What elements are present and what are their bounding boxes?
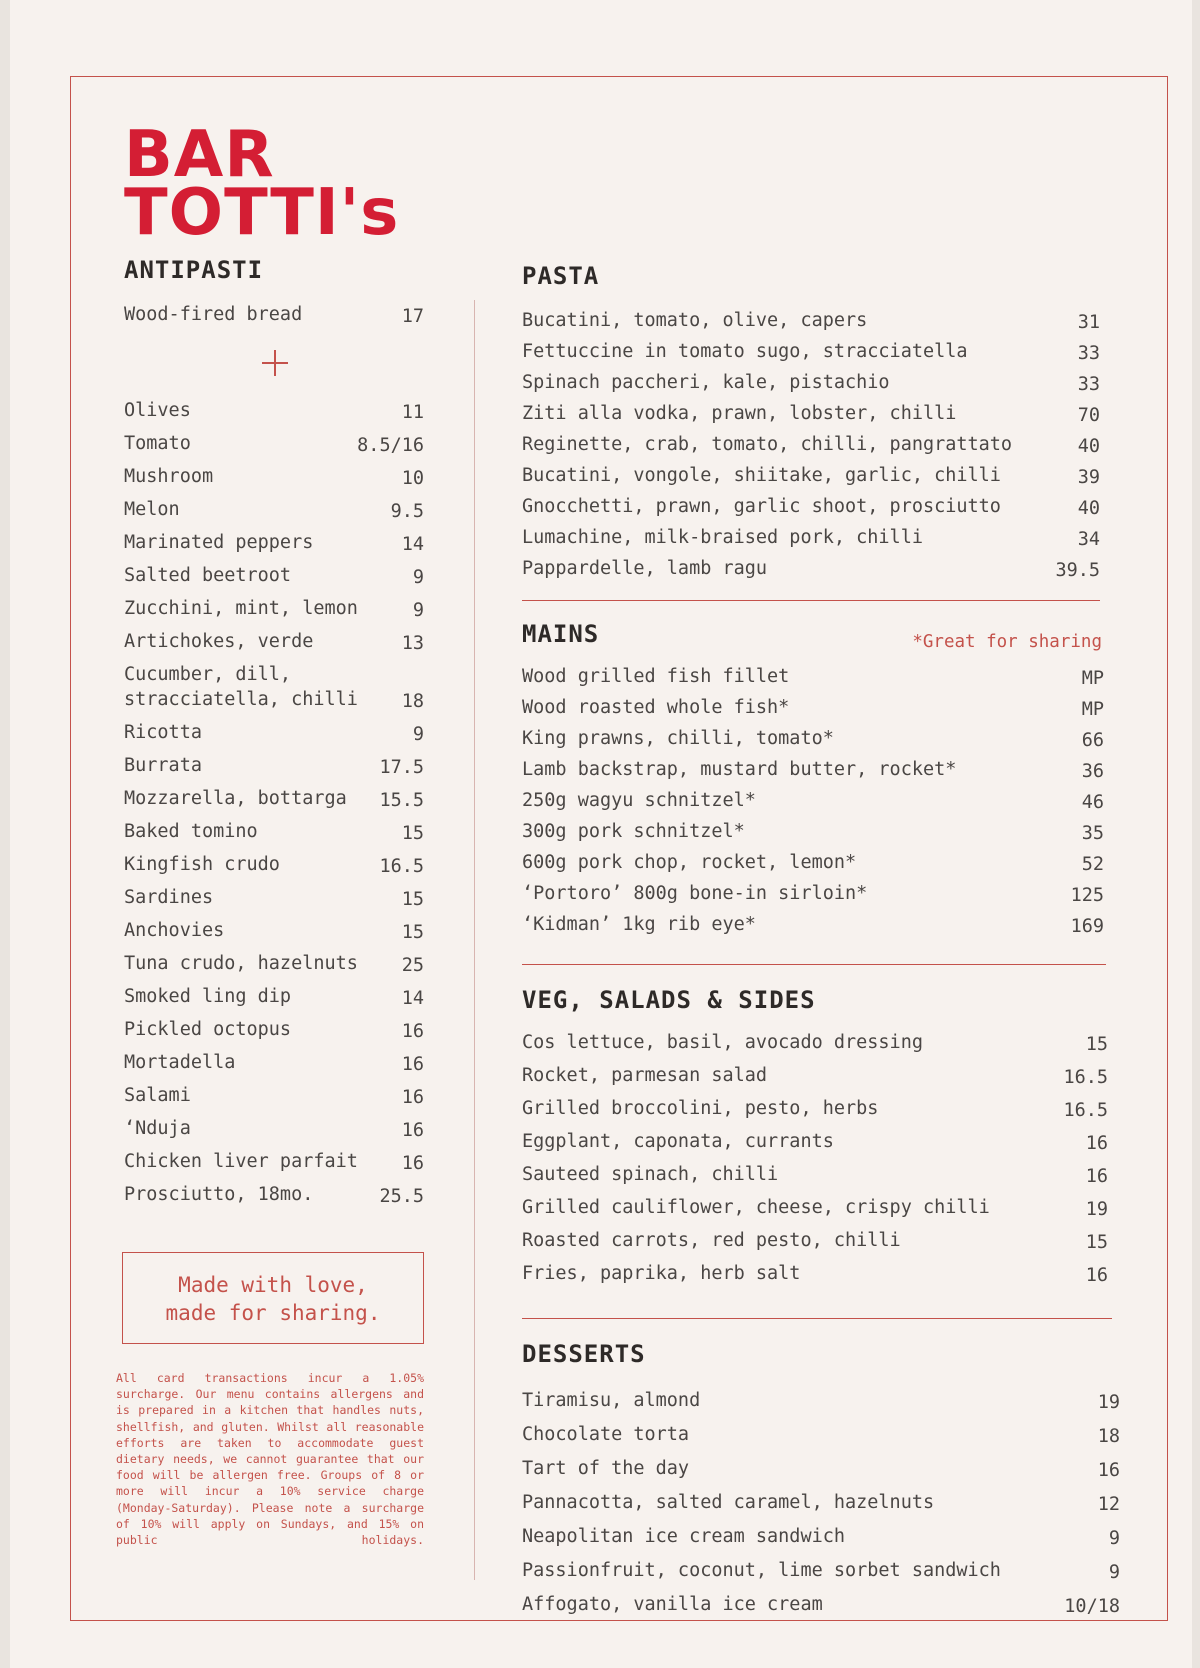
- menu-item-name: Ricotta: [124, 722, 202, 743]
- menu-item-price: 31: [1077, 312, 1100, 333]
- menu-item-price: 14: [401, 988, 424, 1009]
- menu-item-price: 16: [401, 1087, 424, 1108]
- menu-item-price: 16: [401, 1120, 424, 1141]
- menu-item-name: Salami: [124, 1085, 191, 1106]
- veg-title: VEG, SALADS & SIDES: [522, 986, 816, 1014]
- menu-item-name: Grilled broccolini, pesto, herbs: [522, 1098, 879, 1119]
- menu-item-price: MP: [1081, 699, 1104, 720]
- menu-item-name: 250g wagyu schnitzel*: [522, 790, 756, 811]
- menu-item-name: Burrata: [124, 755, 202, 776]
- sharing-note: *Great for sharing: [912, 632, 1102, 652]
- menu-item-price: 40: [1077, 436, 1100, 457]
- menu-item-price: 9: [412, 567, 424, 588]
- menu-item-name: Cucumber, dill,: [124, 664, 292, 685]
- menu-item-name: ‘Portoro’ 800g bone-in sirloin*: [522, 883, 868, 904]
- menu-item-name: Artichokes, verde: [124, 631, 314, 652]
- menu-item-price: 9: [412, 724, 424, 745]
- menu-item-name: Sardines: [124, 887, 214, 908]
- menu-item-name: Grilled cauliflower, cheese, crispy chilli: [522, 1197, 990, 1218]
- menu-item-name: Tart of the day: [522, 1458, 690, 1479]
- menu-item-price: 36: [1081, 761, 1104, 782]
- menu-item-name: Pannacotta, salted caramel, hazelnuts: [522, 1492, 935, 1513]
- menu-item-name: Wood roasted whole fish*: [522, 697, 790, 718]
- menu-item-price: 15: [401, 889, 424, 910]
- menu-item-name: Fettuccine in tomato sugo, stracciatella: [522, 341, 968, 362]
- menu-item-price: 17: [401, 306, 424, 327]
- menu-item-price: 16: [1085, 1265, 1108, 1286]
- section-rule: [522, 600, 1100, 601]
- menu-item-name: Wood grilled fish fillet: [522, 666, 790, 687]
- menu-item-name: Neapolitan ice cream sandwich: [522, 1526, 846, 1547]
- menu-item-name: Bucatini, tomato, olive, capers: [522, 310, 868, 331]
- section-rule: [522, 1318, 1112, 1319]
- menu-item-name: Wood-fired bread: [124, 304, 303, 325]
- menu-item-price: 15.5: [379, 790, 424, 811]
- menu-item-name: Zucchini, mint, lemon: [124, 598, 358, 619]
- menu-item-name: Passionfruit, coconut, lime sorbet sandwich: [522, 1560, 1001, 1581]
- mains-title: MAINS: [522, 620, 600, 648]
- menu-item-price: 19: [1097, 1392, 1120, 1413]
- desserts-title: DESSERTS: [522, 1340, 646, 1368]
- menu-item-price: 11: [401, 402, 424, 423]
- menu-item-price: MP: [1081, 668, 1104, 689]
- menu-item-price: 16: [401, 1021, 424, 1042]
- menu-item-name: Pappardelle, lamb ragu: [522, 558, 768, 579]
- menu-item-price: 25: [401, 955, 424, 976]
- menu-item-name: Chicken liver parfait: [124, 1151, 358, 1172]
- menu-item-name: Cos lettuce, basil, avocado dressing: [522, 1032, 923, 1053]
- plus-icon: [262, 350, 288, 376]
- menu-item-name: Ziti alla vodka, prawn, lobster, chilli: [522, 403, 957, 424]
- menu-item-price: 9: [412, 600, 424, 621]
- menu-item-name: Baked tomino: [124, 821, 258, 842]
- tagline-line-2: made for sharing.: [165, 1301, 381, 1325]
- menu-item-price: 125: [1070, 885, 1104, 906]
- menu-item-price: 66: [1081, 730, 1104, 751]
- menu-item-name: Fries, paprika, herb salt: [522, 1263, 801, 1284]
- menu-item-name: Marinated peppers: [124, 532, 314, 553]
- section-rule: [522, 964, 1106, 965]
- menu-item-name: Spinach paccheri, kale, pistachio: [522, 372, 890, 393]
- menu-item-name: Pickled octopus: [124, 1019, 292, 1040]
- menu-item-price: 35: [1081, 823, 1104, 844]
- menu-item-name: Lamb backstrap, mustard butter, rocket*: [522, 759, 957, 780]
- menu-item-price: 10: [401, 468, 424, 489]
- bar-tottis-logo: [124, 118, 400, 250]
- menu-item-name: Chocolate torta: [522, 1424, 690, 1445]
- menu-item-name: Sauteed spinach, chilli: [522, 1164, 779, 1185]
- menu-item-price: 9: [1108, 1562, 1120, 1583]
- menu-item-name: King prawns, chilli, tomato*: [522, 728, 834, 749]
- menu-item-price: 9: [1108, 1528, 1120, 1549]
- menu-item-price: 13: [401, 633, 424, 654]
- menu-item-name: Affogato, vanilla ice cream: [522, 1594, 823, 1615]
- menu-item-price: 15: [401, 823, 424, 844]
- menu-item-name: 600g pork chop, rocket, lemon*: [522, 852, 857, 873]
- logo-line-2: TOTTI's: [124, 176, 400, 250]
- menu-item-price: 16: [401, 1054, 424, 1075]
- menu-item-name: Tuna crudo, hazelnuts: [124, 953, 358, 974]
- menu-item-price: 33: [1077, 343, 1100, 364]
- menu-item-price: 17.5: [379, 757, 424, 778]
- antipasti-title: ANTIPASTI: [124, 256, 264, 284]
- menu-item-name: Olives: [124, 400, 191, 421]
- menu-item-price: 33: [1077, 374, 1100, 395]
- menu-item-name: Rocket, parmesan salad: [522, 1065, 768, 1086]
- fine-print: All card transactions incur a 1.05% surcharge. Our menu contains allergens and is prepared in a kitchen that handles nuts, shellfish, and gluten. Whilst all reasonable efforts are taken to accommodate guest dietary needs, we cannot guarantee that our food will be allergen free. Groups of 8 or more will incur a 10% service charge (Monday-Saturday). Please note a surcharge of 10% will apply on Sundays, and 15% on public holidays.: [116, 1371, 424, 1548]
- menu-item-name: Tiramisu, almond: [522, 1390, 701, 1411]
- menu-item-name: Tomato: [124, 433, 191, 454]
- menu-item-name: Mushroom: [124, 466, 214, 487]
- logo-line-1: BAR: [124, 118, 275, 192]
- menu-item-name: Kingfish crudo: [124, 854, 280, 875]
- menu-item-name: Prosciutto, 18mo.: [124, 1184, 314, 1205]
- menu-item-price: 52: [1081, 854, 1104, 875]
- column-divider: [474, 300, 475, 1580]
- menu-item-name: Anchovies: [124, 920, 225, 941]
- menu-item-name: Reginette, crab, tomato, chilli, pangrattato: [522, 434, 1013, 455]
- menu-item-price: 39.5: [1055, 560, 1100, 581]
- menu-item-price: 18: [401, 691, 424, 712]
- menu-item-price: 12: [1097, 1494, 1120, 1515]
- menu-item-price: 18: [1097, 1426, 1120, 1447]
- menu-item-price: 34: [1077, 529, 1100, 550]
- menu-item-price: 19: [1085, 1199, 1108, 1220]
- menu-item-price: 46: [1081, 792, 1104, 813]
- menu-item-name: Lumachine, milk-braised pork, chilli: [522, 527, 923, 548]
- menu-item-price: 9.5: [390, 501, 424, 522]
- menu-item-name: 300g pork schnitzel*: [522, 821, 745, 842]
- pasta-title: PASTA: [522, 262, 600, 290]
- menu-item-price: 16: [1085, 1133, 1108, 1154]
- menu-item-price: 16: [1085, 1166, 1108, 1187]
- menu-item-name: Salted beetroot: [124, 565, 292, 586]
- menu-item-name-cont: stracciatella, chilli: [124, 689, 358, 710]
- menu-item-price: 39: [1077, 467, 1100, 488]
- menu-item-name: Mortadella: [124, 1052, 236, 1073]
- menu-item-price: 15: [1085, 1034, 1108, 1055]
- menu-item-price: 70: [1077, 405, 1100, 426]
- menu-item-price: 16.5: [1063, 1067, 1108, 1088]
- tagline-box: [122, 1252, 424, 1344]
- tagline-line-1: Made with love,: [178, 1273, 368, 1297]
- menu-item-price: 16: [1097, 1460, 1120, 1481]
- menu-item-price: 16.5: [379, 856, 424, 877]
- menu-item-price: 15: [1085, 1232, 1108, 1253]
- menu-item-name: Smoked ling dip: [124, 986, 292, 1007]
- menu-item-name: ‘Kidman’ 1kg rib eye*: [522, 914, 756, 935]
- menu-item-price: 16.5: [1063, 1100, 1108, 1121]
- menu-item-price: 169: [1070, 916, 1104, 937]
- menu-item-name: ‘Nduja: [124, 1118, 191, 1139]
- menu-item-price: 40: [1077, 498, 1100, 519]
- menu-item-name: Gnocchetti, prawn, garlic shoot, prosciutto: [522, 496, 1001, 517]
- menu-item-price: 8.5/16: [357, 435, 424, 456]
- menu-item-price: 10/18: [1064, 1596, 1120, 1617]
- menu-item-price: 16: [401, 1153, 424, 1174]
- menu-item-name: Bucatini, vongole, shiitake, garlic, chilli: [522, 465, 1001, 486]
- menu-item-name: Roasted carrots, red pesto, chilli: [522, 1230, 901, 1251]
- menu-item-price: 25.5: [379, 1186, 424, 1207]
- menu-item-price: 14: [401, 534, 424, 555]
- menu-item-name: Melon: [124, 499, 180, 520]
- menu-item-name: Eggplant, caponata, currants: [522, 1131, 834, 1152]
- menu-item-price: 15: [401, 922, 424, 943]
- menu-item-name: Mozzarella, bottarga: [124, 788, 347, 809]
